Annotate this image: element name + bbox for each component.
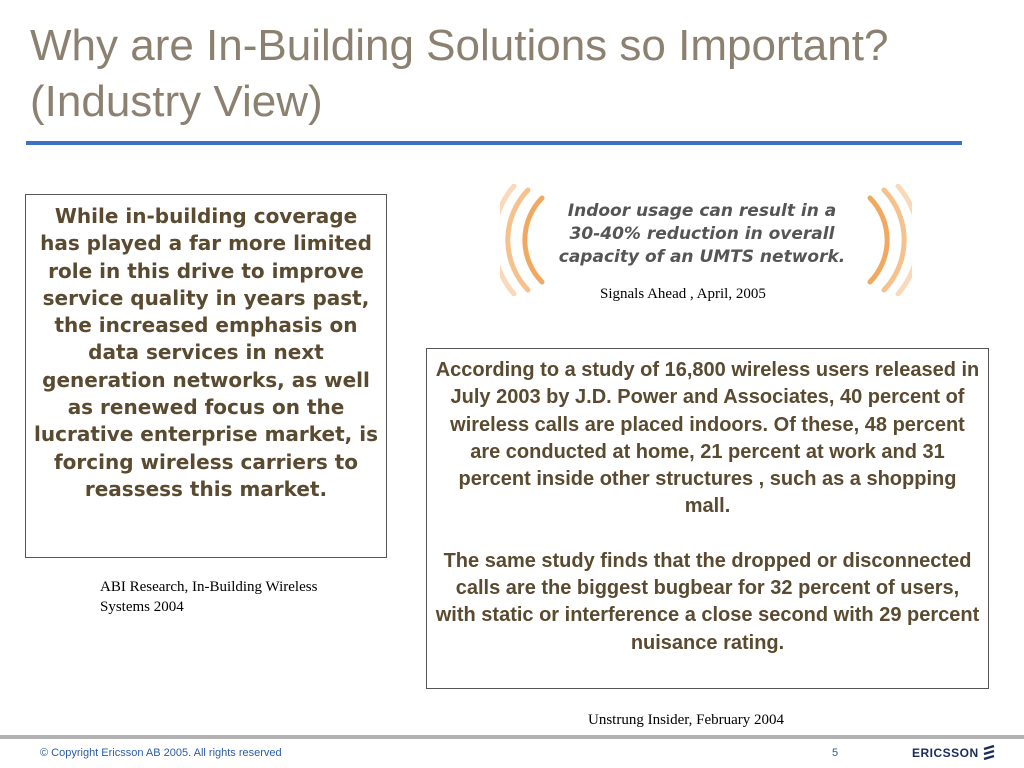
- capacity-callout-source: Signals Ahead , April, 2005: [600, 286, 766, 302]
- industry-quote-box: [25, 194, 387, 558]
- study-findings-source: Unstrung Insider, February 2004: [588, 712, 785, 728]
- ericsson-logo: [912, 743, 995, 763]
- industry-quote-text: While in-building coverage has played a far more limited role in this drive to improve service quality in years past, the increased emphasis on data services in next generation networks, as well as renewed focus on the lucrative enterprise market, is forcing wireless carriers to reassess this market.: [34, 204, 378, 501]
- copyright-notice: © Copyright Ericsson AB 2005. All rights reserved: [40, 747, 282, 759]
- study-paragraph-2: The same study finds that the dropped or disconnected calls are the biggest bugbear for 32 percent of users, with static or interference a close second with 29 percent nuisance rating.: [435, 549, 980, 654]
- ericsson-logo-icon: [983, 745, 995, 761]
- slide-title: Why are In-Building Solutions so Important? (Industry View): [30, 21, 889, 126]
- capacity-callout-text: Indoor usage can result in a 30-40% reduction in overall capacity of an UMTS network.: [558, 201, 846, 267]
- footer-divider: [0, 735, 1024, 739]
- industry-quote-source: ABI Research, In-Building Wireless Systems 2004: [100, 579, 318, 615]
- capacity-callout: [500, 184, 912, 296]
- page-number: 5: [832, 747, 839, 759]
- study-paragraph-1: According to a study of 16,800 wireless users released in July 2003 by J.D. Power and Associates, 40 percent of wireless calls are placed indoors. Of these, 48 percent are conducted at home, 21 percent at work and 31 percent inside other structures , such as a shopping mall.: [435, 359, 980, 518]
- logo-text: ERICSSON: [912, 746, 979, 760]
- study-findings-box: [426, 348, 989, 689]
- title-divider: [26, 141, 962, 145]
